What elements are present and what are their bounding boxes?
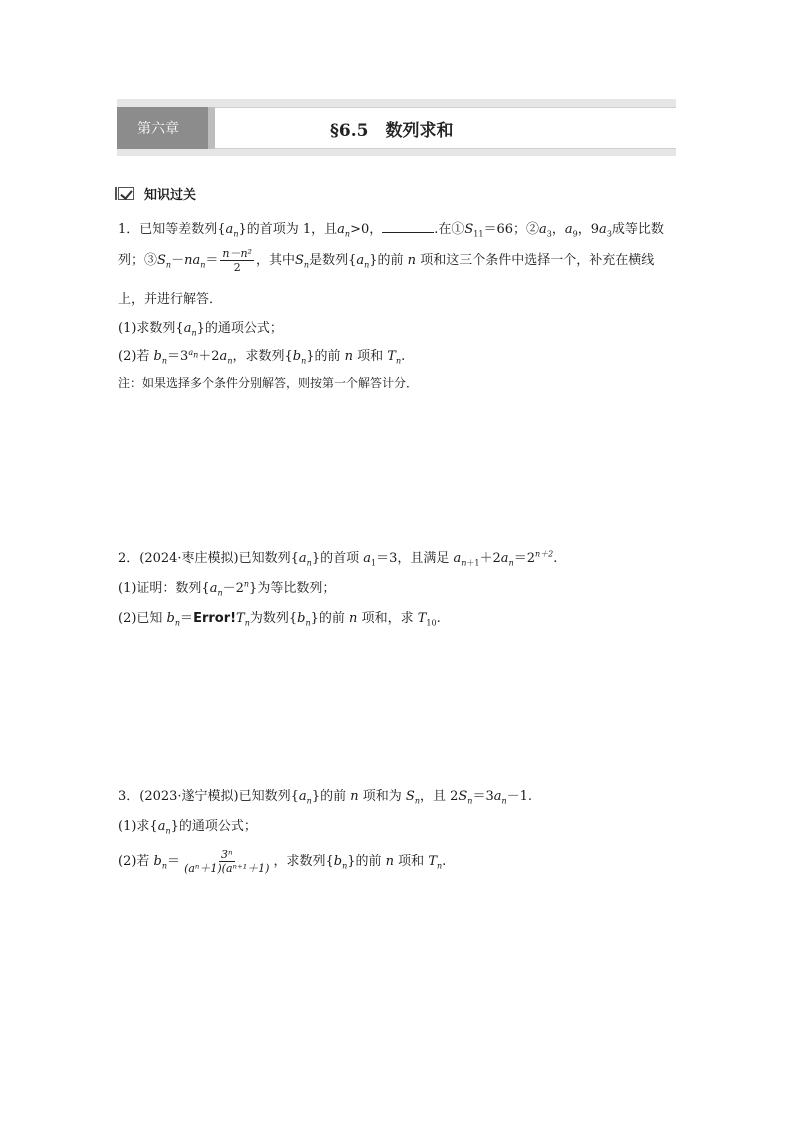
- answer-blank: [382, 221, 434, 233]
- q3-fraction: $\frac{\text{3ⁿ}}{\text{(aⁿ＋1)(aⁿ⁺¹＋1)}}$: [184, 848, 270, 875]
- header-divider: [208, 107, 215, 149]
- header-band-bottom: [117, 149, 676, 156]
- q2-part-1: (1)证明：数列$\{a_n-2^n\}$为等比数列；: [118, 579, 336, 598]
- q2-part-2: (2)已知 $b_n=Error!T_n$为数列$\{b_n\}$的前 n 项和，求 $T_{10}$.: [118, 611, 441, 628]
- header-band-top: [117, 99, 676, 107]
- q1-part-1: (1)求数列$\{a_n\}$的通项公式；: [118, 321, 283, 338]
- q1-line-2: 列；$③S_n-na_n=$ $\frac{\text{n－n²}}{2}$ ，其中$S_n$是数列$\{a_n\}$的前 n 项和这三个条件中选择一个，补充在横线: [118, 247, 655, 274]
- q1-part-2: (2)若 $b_n=3^{a_n}+2a_n$，求数列$\{b_n\}$的前 n 项和 $T_n$.: [118, 347, 406, 366]
- q1-fraction: $\frac{\text{n－n²}}{2}$: [222, 247, 252, 274]
- chapter-tab: 第六章: [117, 107, 208, 149]
- q1-line-1: 1．已知等差数列$\{a_n\}$的首项为 1，且$a_n>0$， .在$①S_{11}=66$；$②a_3$，$a_9$，$9a_3$成等比数: [118, 222, 664, 239]
- q2-line-1: 2．(2024·枣庄模拟)已知数列$\{a_n\}$的首项 $a_1=3$，且满足 $a_{n+1}+2a_n=2^{n+2}$.: [118, 549, 558, 568]
- q3-part-1: (1)求$\{a_n\}$的通项公式；: [118, 819, 257, 836]
- section-heading: [118, 184, 196, 203]
- checkbox-check-icon: [118, 187, 134, 200]
- q1-line-3: 上，并进行解答．: [118, 292, 223, 307]
- page-title: §6.5 数列求和: [330, 121, 454, 141]
- q3-line-1: 3．(2023·遂宁模拟)已知数列$\{a_n\}$的前 n 项和为 $S_n$，且 $2S_n=3a_n-1$.: [118, 789, 533, 806]
- section-label: 知识过关: [144, 188, 197, 203]
- q1-note: 注：如果选择多个条件分别解答，则按第一个解答计分．: [118, 376, 419, 390]
- q3-part-2: (2)若 $b_n=$ $\frac{\text{3ⁿ}}{\text{(aⁿ＋1)(aⁿ⁺¹＋1)}}$ ，求数列$\{b_n\}$的前 n 项和 $T_n$.: [118, 848, 447, 875]
